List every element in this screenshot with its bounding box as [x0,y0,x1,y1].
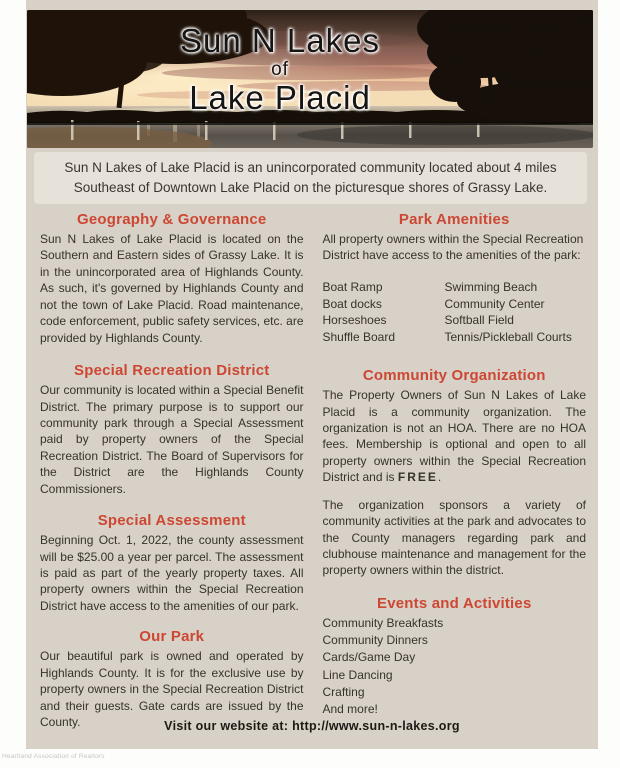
organization-text: The Property Owners of Sun N Lakes of Lake Placid is a community organization. The organization is not an HOA. There are no HOA fees. Membership is optional and open to all property owners within the Special Recreation District and is [322,388,586,485]
organization-text-end: . [437,470,442,485]
geography-body: Sun N Lakes of Lake Placid is located on the Southern and Eastern sides of Grassy Lake. It is in the unincorporated area of Highlands County. As such, it's governed by Highlands County and not the town of Lake Placid. Road maintenance, code enforcement, public safety services, etc. are provided by Highlands County. [40,232,304,345]
section-district [40,362,304,497]
district-body: Our community is located within a Special Benefit District. The primary purpose is to support our community park through a Special Assessment paid by property owners of the Special Recreation District. The Board of Supervisors for the District are the Highlands County Commissioners. [40,383,304,496]
title-line-1: Sun N Lakes [180,22,380,59]
flyer-page [26,0,598,749]
title-line-2: of [271,58,289,80]
flyer-title [27,24,563,115]
content-columns [40,211,586,744]
event-item: And more! [322,702,378,717]
amenity-item: Boat Ramp [322,279,383,294]
amenities-intro: All property owners within the Special Recreation District have access to the amenities of the park: [322,232,584,263]
amenity-item: Swimming Beach [444,279,538,294]
event-item: Cards/Game Day [322,650,416,665]
free-emphasis: FREE [397,470,438,485]
left-column [40,211,304,744]
title-line-3: Lake Placid [189,79,371,117]
events-heading: Events and Activities [376,594,532,612]
right-column [323,211,587,744]
section-amenities [323,211,587,346]
amenity-item: Horseshoes [322,313,387,328]
amenity-item: Boat docks [322,296,382,311]
assessment-heading: Special Assessment [97,512,246,530]
organization-heading: Community Organization [362,367,546,385]
event-item: Community Breakfasts [322,615,444,630]
our-park-body: Our beautiful park is owned and operated by Highlands County. It is for the exclusive use by property owners in the Special Recreation District and their guests. Gate cards are issued by the County. [40,649,304,730]
section-events [323,595,587,718]
event-item: Crafting [322,684,365,699]
event-item: Community Dinners [322,633,428,648]
amenity-item: Tennis/Pickleball Courts [444,330,572,345]
amenities-heading: Park Amenities [398,211,510,228]
event-item: Line Dancing [322,667,393,682]
section-assessment [40,512,304,614]
organization-body-1 [323,387,587,486]
district-heading: Special Recreation District [74,362,270,380]
section-organization [323,367,587,579]
section-our-park [40,628,304,730]
website-url-line: Visit our website at: http://www.sun-n-lakes.org [164,719,460,733]
section-geography [40,211,304,346]
intro-box [34,152,587,204]
geography-heading: Geography & Governance [77,211,267,228]
assessment-body: Beginning Oct. 1, 2022, the county assessment will be $25.00 a year per parcel. The assessment is paid as part of the yearly property taxes. All property owners within the Special Recreation District have access to the amenities of our park. [40,533,304,613]
events-list [323,615,587,718]
watermark-text: Heartland Association of Realtors [2,753,105,760]
amenity-item: Community Center [444,296,545,311]
amenities-list [323,279,587,346]
organization-body-2: The organization sponsors a variety of community activities at the park and advocates to the County managers regarding park and clubhouse maintenance and management for the property owners within the district. [322,497,586,578]
header-photo [27,10,593,148]
amenity-item: Softball Field [444,313,514,328]
amenity-item: Shuffle Board [322,330,395,345]
intro-text: Sun N Lakes of Lake Placid is an unincorporated community located about 4 miles Southeast of Downtown Lake Placid on the picturesque shores of Grassy Lake. [64,160,557,195]
our-park-heading: Our Park [139,628,205,646]
